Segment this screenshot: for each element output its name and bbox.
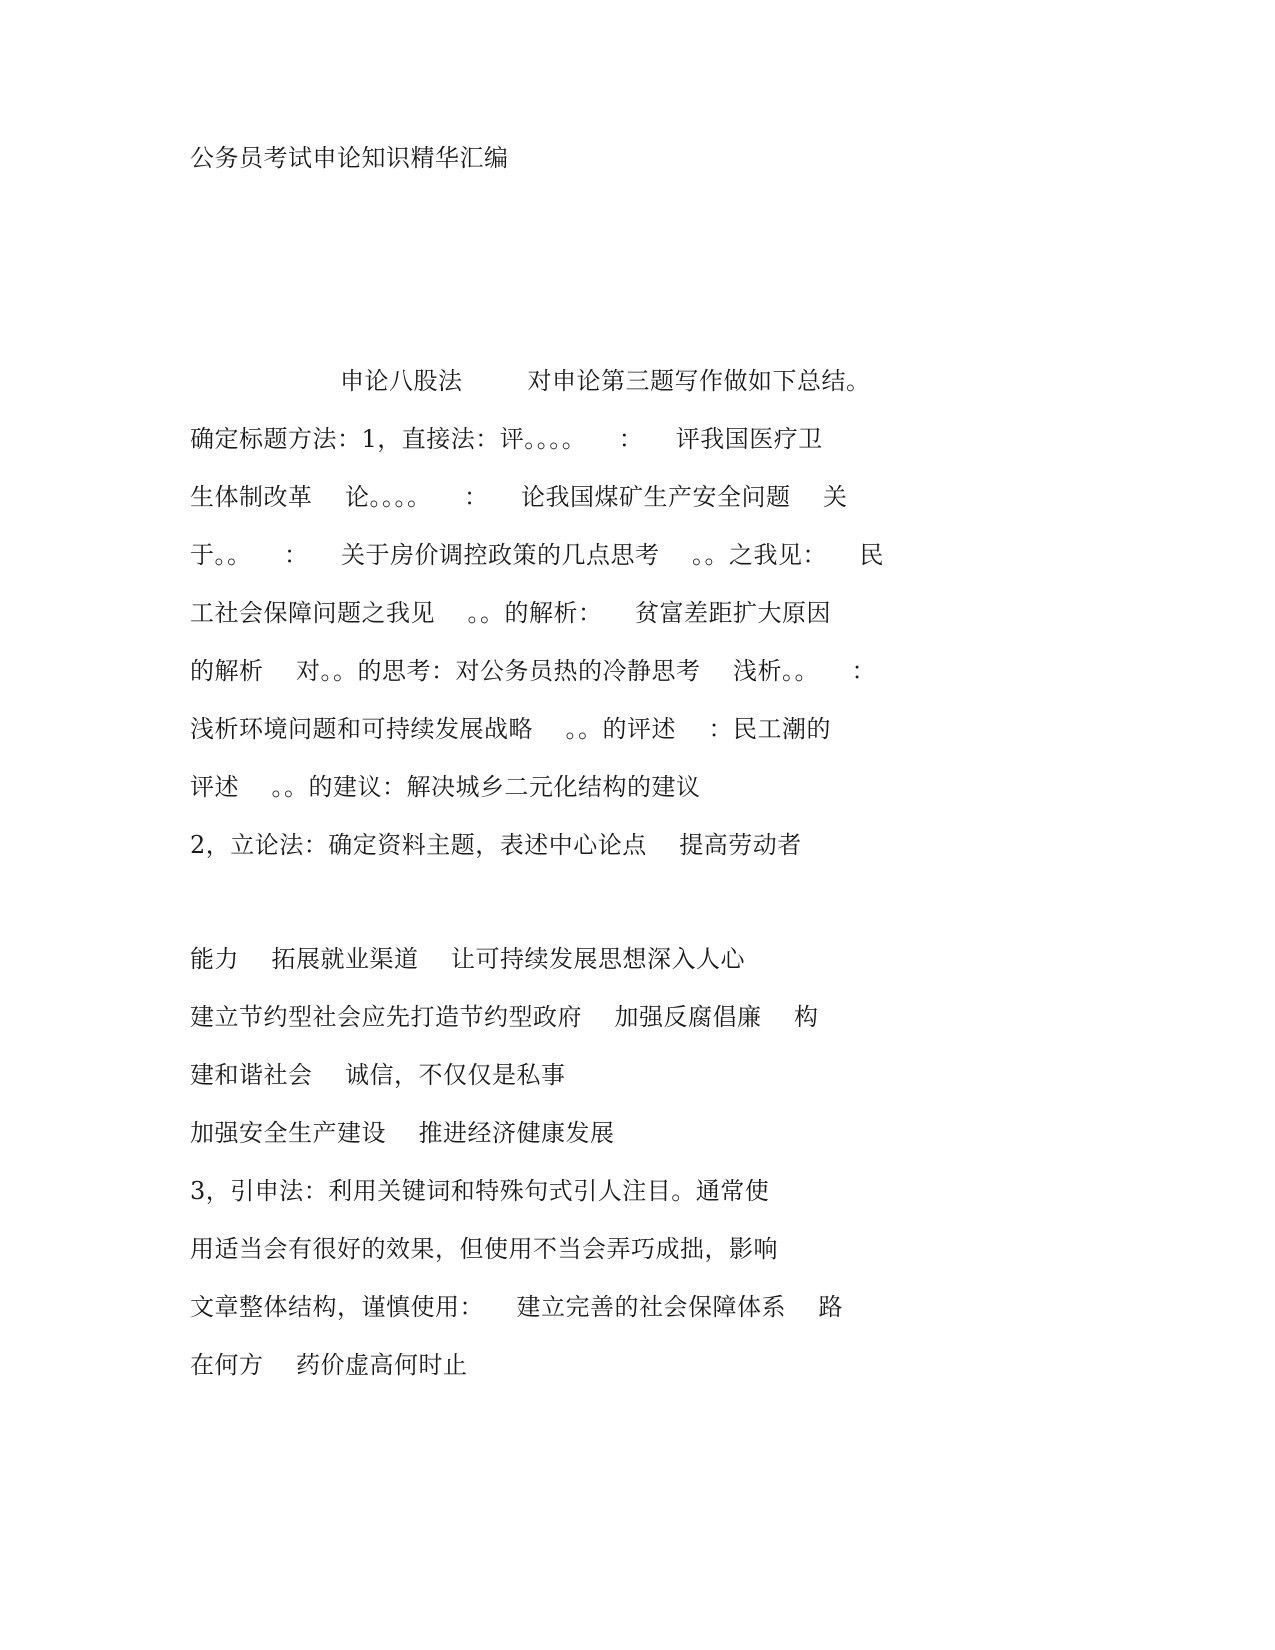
text-line: 于。。 ： 关于房价调控政策的几点思考 。。之我见： 民 [190, 541, 885, 569]
text-line: 的解析 对。。的思考：对公务员热的冷静思考 浅析。。 ： [190, 657, 877, 685]
text-line: 生体制改革 论。。。。 ： 论我国煤矿生产安全问题 关 [190, 483, 848, 511]
text-line: 加强安全生产建设 推进经济健康发展 [190, 1119, 615, 1147]
text-line: 工社会保障问题之我见 。。的解析： 贫富差距扩大原因 [190, 599, 832, 627]
text-line: 建立节约型社会应先打造节约型政府 加强反腐倡廉 构 [190, 1003, 819, 1031]
text-line: 用适当会有很好的效果，但使用不当会弄巧成拙，影响 [190, 1235, 778, 1263]
text-line: 建和谐社会 诚信，不仅仅是私事 [190, 1061, 566, 1089]
text-line: 评述 。。的建议：解决城乡二元化结构的建议 [190, 773, 701, 801]
text-line: 在何方 药价虚高何时止 [190, 1351, 468, 1379]
heading-line: 申论八股法 对申论第三题写作做如下总结。 [340, 367, 871, 395]
text-line: 2，立论法：确定资料主题，表述中心论点 提高劳动者 [190, 831, 802, 859]
text-line: 3，引申法：利用关键词和特殊句式引人注目。通常使 [190, 1177, 770, 1205]
document-title: 公务员考试申论知识精华汇编 [190, 144, 509, 172]
text-line: 确定标题方法：1，直接法：评。。。。 ： 评我国医疗卫 [190, 425, 823, 453]
text-line: 文章整体结构，谨慎使用： 建立完善的社会保障体系 路 [190, 1293, 844, 1321]
text-line: 能力 拓展就业渠道 让可持续发展思想深入人心 [190, 945, 746, 973]
text-line: 浅析环境问题和可持续发展战略 。。的评述 ：民工潮的 [190, 715, 832, 743]
